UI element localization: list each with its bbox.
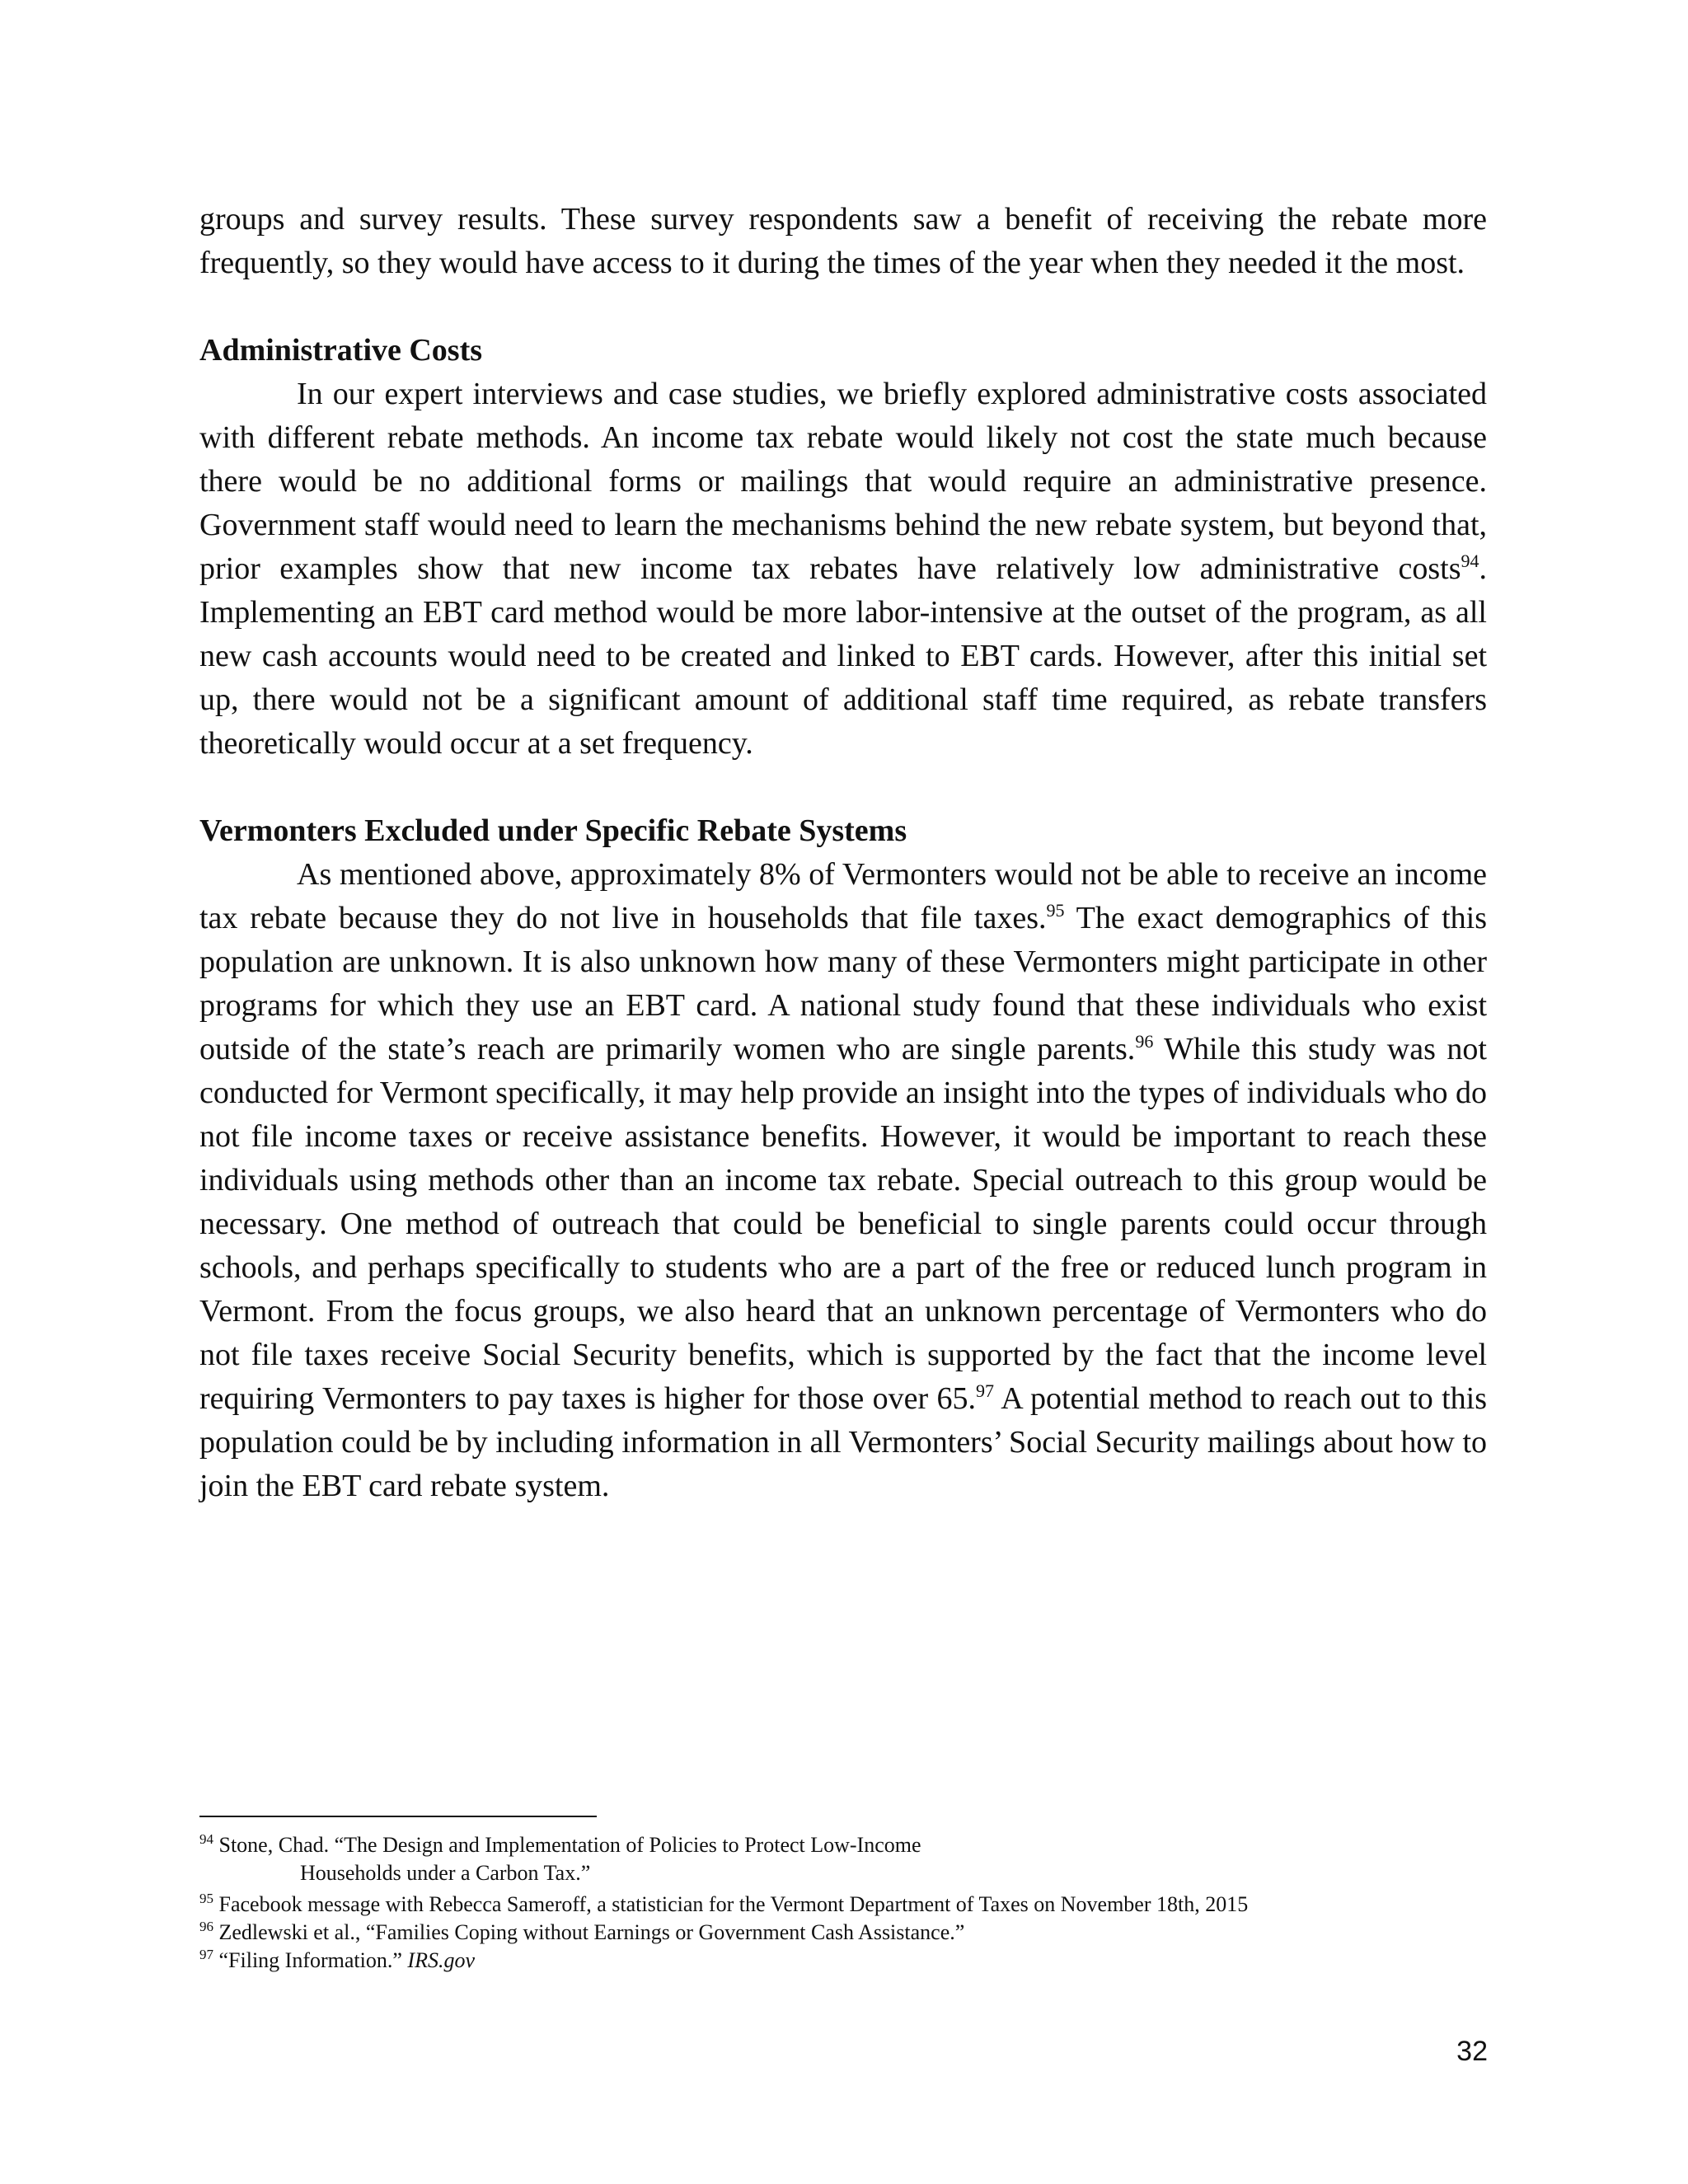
footnotes	[199, 1831, 1518, 1975]
vermonters-excluded-paragraph	[199, 853, 1487, 1508]
section-heading-administrative-costs: Administrative Costs	[199, 333, 483, 368]
paragraph-gap	[199, 766, 1487, 809]
footnote-number: 97	[199, 1947, 213, 1962]
footnote-number: 94	[199, 1831, 213, 1847]
paragraph-text: In our expert interviews and case studies, we briefly explored administrative costs associated with different rebate methods. An income tax rebate would likely not cost the state much because there would be no additional forms or mailings that would require an administrative presence. Government staff would need to learn the mechanisms behind the new rebate system, but beyond that, prior examples show that new income tax rebates have relatively low administrative costs	[199, 377, 1487, 586]
paragraph-text: A potential method to reach out to this population could be by including information in all Vermonters’ Social Security mailings about how to join the EBT card rebate system.	[199, 1381, 1487, 1503]
footnote-number: 96	[199, 1919, 213, 1934]
footnote-number: 95	[199, 1891, 213, 1906]
paragraph-text: As mentioned above, approximately 8% of Vermonters would not be able to receive an income tax rebate because they do not live in households that file taxes.	[199, 857, 1487, 935]
footnote-ref-94: 94	[1461, 551, 1479, 571]
footnote-94	[199, 1831, 1518, 1859]
footnote-97	[199, 1947, 1518, 1975]
footnote-95	[199, 1891, 1518, 1919]
footnote-source-italic: IRS.gov	[407, 1948, 475, 1972]
paragraph-text: The exact demographics of this population are unknown. It is also unknown how many of these Vermonters might participate in other programs for which they use an EBT card. A national study found that these individuals who exist outside of the state’s reach are primarily women who are single parents.	[199, 901, 1488, 1066]
paragraph-text: . Implementing an EBT card method would be more labor-intensive at the outset of the program, as all new cash accounts would need to be created and linked to EBT cards. However, after this initial set up, there would not be a significant amount of additional staff time required, as rebate transfers theoretically would occur at a set frequency.	[199, 551, 1487, 761]
footnote-ref-97: 97	[975, 1380, 994, 1401]
intro-paragraph: groups and survey results. These survey respondents saw a benefit of receiving the rebate more frequently, so they would have access to it during the times of the year when they needed it the most.	[199, 202, 1487, 280]
paragraph-text: While this study was not conducted for Vermont specifically, it may help provide an insight into the types of individuals who do not file income taxes or receive assistance benefits. However, it would be important to reach these individuals using methods other than an income tax rebate. Special outreach to this group would be necessary. One method of outreach that could be beneficial to single parents could occur through schools, and perhaps specifically to students who are a part of the free or reduced lunch program in Vermont. From the focus groups, we also heard that an unknown percentage of Vermonters who do not file taxes receive Social Security benefits, which is supported by the fact that the income level requiring Vermonters to pay taxes is higher for those over 65.	[199, 1032, 1487, 1416]
footnote-96	[199, 1919, 1518, 1947]
page-number: 32	[1456, 2036, 1488, 2067]
footnote-94-continuation: Households under a Carbon Tax.”	[300, 1861, 591, 1885]
footnote-ref-96: 96	[1135, 1031, 1154, 1052]
administrative-costs-paragraph	[199, 373, 1487, 766]
body-text	[199, 198, 1487, 1508]
footnote-text: “Filing Information.”	[213, 1948, 408, 1972]
footnote-text: Zedlewski et al., “Families Coping without Earnings or Government Cash Assistance.”	[213, 1920, 965, 1944]
footnote-text: Stone, Chad. “The Design and Implementation of Policies to Protect Low-Income	[213, 1833, 921, 1857]
section-heading-vermonters-excluded: Vermonters Excluded under Specific Rebate Systems	[199, 813, 907, 848]
footnote-text: Facebook message with Rebecca Sameroff, a statistician for the Vermont Department of Taxes on November 18th, 2015	[213, 1892, 1249, 1916]
paragraph-gap	[199, 285, 1487, 329]
footnote-ref-95: 95	[1046, 900, 1065, 921]
footnote-separator	[199, 1816, 597, 1817]
